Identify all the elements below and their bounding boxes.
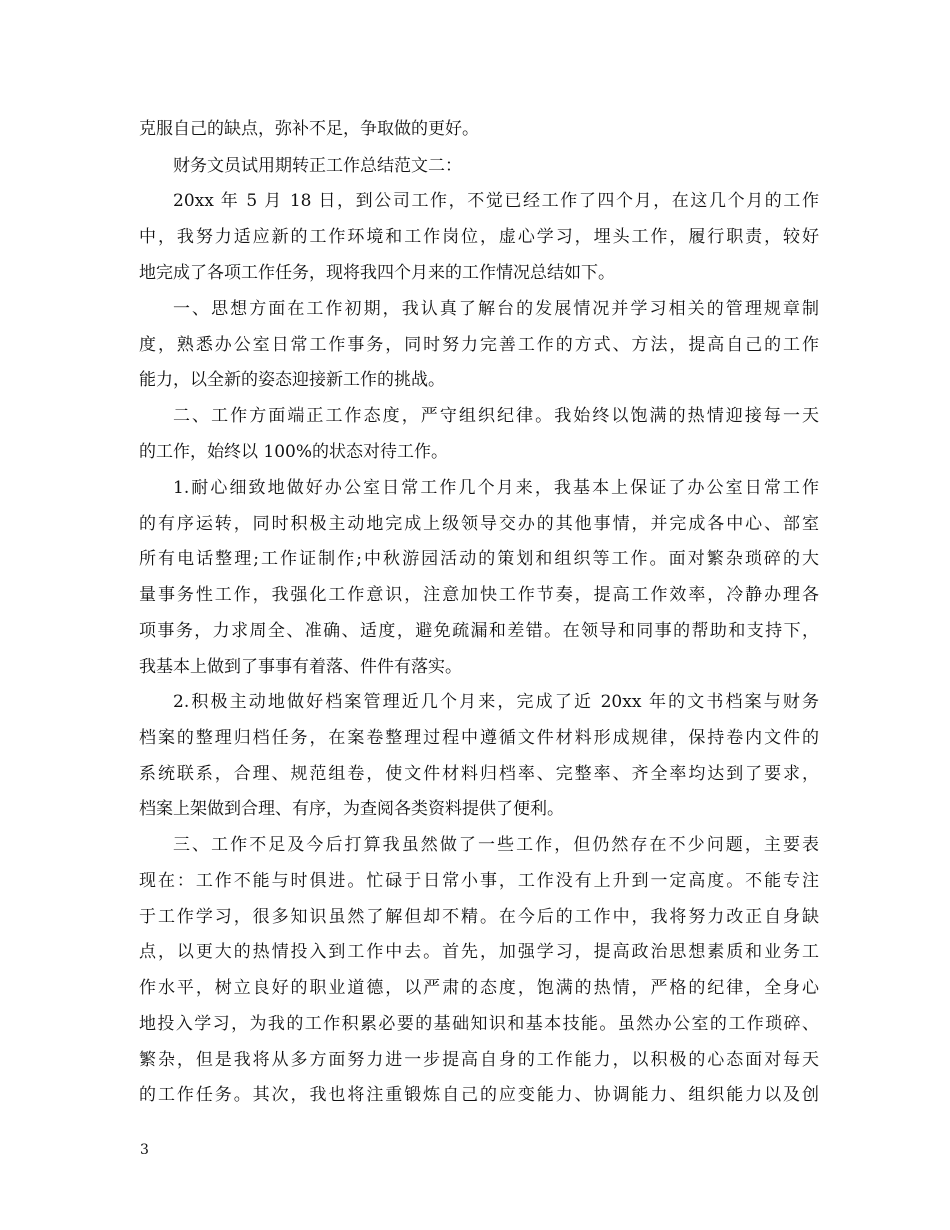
- text-line-20: 档案上架做到合理、有序，为查阅各类资料提供了便利。: [139, 799, 564, 819]
- text-line-7: 度，熟悉办公室日常工作事务，同时努力完善工作的方式、方法，提高自己的工作: [139, 335, 819, 355]
- text-line-12: 的有序运转，同时积极主动地完成上级领导交办的其他事情，并完成各中心、部室: [139, 514, 819, 534]
- text-line-11: 1.耐心细致地做好办公室日常工作几个月来，我基本上保证了办公室日常工作: [173, 478, 819, 498]
- text-line-14: 量事务性工作，我强化工作意识，注意加快工作节奏，提高工作效率，冷静办理各: [139, 585, 819, 605]
- text-line-1: 克服自己的缺点，弥补不足，争取做的更好。: [139, 119, 479, 139]
- text-line-8: 能力，以全新的姿态迎接新工作的挑战。: [139, 370, 445, 390]
- text-line-5: 地完成了各项工作任务，现将我四个月来的工作情况总结如下。: [139, 263, 615, 283]
- text-line-19: 系统联系，合理、规范组卷，使文件材料归档率、完整率、齐全率均达到了要求，: [139, 764, 819, 784]
- text-line-27: 繁杂，但是我将从多方面努力进一步提高自身的工作能力，以积极的心态面对每天: [139, 1050, 819, 1070]
- text-line-13: 所有电话整理;工作证制作;中秋游园活动的策划和组织等工作。面对繁杂琐碎的大: [139, 549, 819, 569]
- text-line-22: 现在：工作不能与时俱进。忙碌于日常小事，工作没有上升到一定高度。不能专注: [139, 871, 819, 891]
- text-line-25: 作水平，树立良好的职业道德，以严肃的态度，饱满的热情，严格的纪律，全身心: [139, 978, 819, 998]
- text-line-10: 的工作，始终以 100%的状态对待工作。: [139, 442, 449, 462]
- page-number: 3: [140, 1142, 149, 1158]
- text-line-9: 二、工作方面端正工作态度，严守组织纪律。我始终以饱满的热情迎接每一天: [173, 406, 819, 426]
- text-line-15: 项事务，力求周全、准确、适度，避免疏漏和差错。在领导和同事的帮助和支持下，: [139, 621, 819, 641]
- text-line-3: 20xx 年 5 月 18 日，到公司工作，不觉已经工作了四个月，在这几个月的工作: [173, 191, 819, 211]
- text-line-6: 一、思想方面在工作初期，我认真了解台的发展情况并学习相关的管理规章制: [173, 299, 819, 319]
- text-line-17: 2.积极主动地做好档案管理近几个月来，完成了近 20xx 年的文书档案与财务: [173, 692, 819, 712]
- text-line-26: 地投入学习，为我的工作积累必要的基础知识和基本技能。虽然办公室的工作琐碎、: [139, 1014, 819, 1034]
- text-line-23: 于工作学习，很多知识虽然了解但却不精。在今后的工作中，我将努力改正自身缺: [139, 907, 819, 927]
- text-line-28: 的工作任务。其次，我也将注重锻炼自己的应变能力、协调能力、组织能力以及创: [139, 1085, 819, 1105]
- text-line-18: 档案的整理归档任务，在案卷整理过程中遵循文件材料形成规律，保持卷内文件的: [139, 728, 819, 748]
- text-line-24: 点，以更大的热情投入到工作中去。首先，加强学习，提高政治思想素质和业务工: [139, 942, 819, 962]
- text-line-21: 三、工作不足及今后打算我虽然做了一些工作，但仍然存在不少问题，主要表: [173, 835, 819, 855]
- text-line-16: 我基本上做到了事事有着落、件件有落实。: [139, 657, 462, 677]
- section-heading: 财务文员试用期转正工作总结范文二：: [173, 156, 462, 176]
- text-line-4: 中，我努力适应新的工作环境和工作岗位，虚心学习，埋头工作，履行职责，较好: [139, 227, 819, 247]
